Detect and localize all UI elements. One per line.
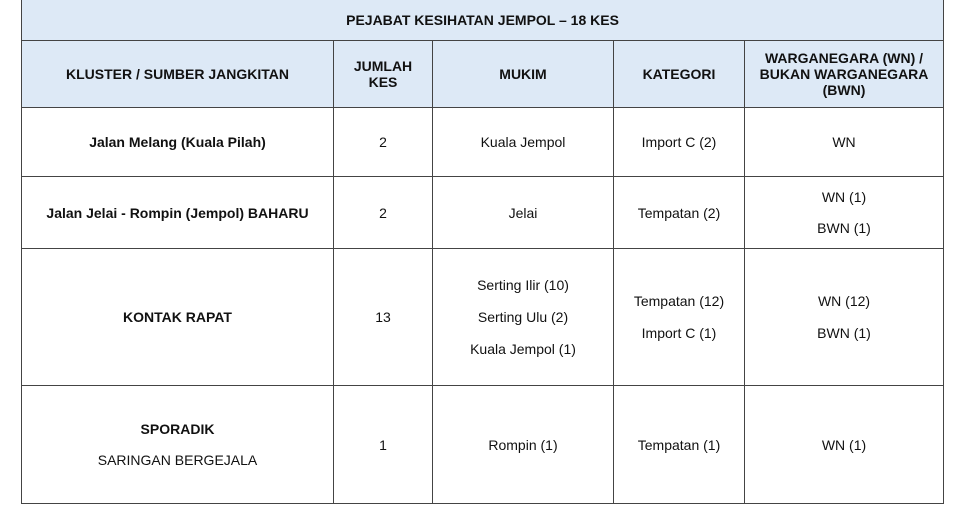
- cell-jumlah: 1: [334, 386, 433, 504]
- header-wn-line3: (BWN): [822, 82, 866, 98]
- wn-item: WN (1): [821, 189, 867, 205]
- case-table-container: [21, 0, 943, 504]
- table-title: PEJABAT KESIHATAN JEMPOL – 18 KES: [22, 0, 944, 41]
- cell-kluster: [22, 108, 334, 177]
- kluster-subname: SARINGAN BERGEJALA: [97, 452, 258, 468]
- kluster-name: Jalan Melang (Kuala Pilah): [89, 134, 266, 150]
- table-row: [22, 108, 944, 177]
- mukim-item: Serting Ulu (2): [477, 309, 569, 325]
- mukim-item: Jelai: [508, 204, 538, 221]
- cell-wn: [745, 177, 944, 249]
- cell-mukim: [433, 249, 614, 386]
- header-wn-line1: WARGANEGARA (WN) /: [764, 50, 924, 66]
- mukim-item: Kuala Jempol (1): [470, 341, 576, 357]
- cell-kategori: [614, 386, 745, 504]
- table-row: [22, 386, 944, 504]
- kluster-name: Jalan Jelai - Rompin (Jempol) BAHARU: [46, 204, 309, 221]
- cell-kategori: [614, 177, 745, 249]
- cell-kluster: [22, 177, 334, 249]
- kategori-item: Import C (2): [641, 134, 717, 150]
- table-row: [22, 249, 944, 386]
- wn-item: WN: [832, 134, 856, 150]
- cell-kategori: [614, 108, 745, 177]
- wn-item: BWN (1): [817, 220, 871, 236]
- mukim-item: Rompin (1): [488, 436, 558, 453]
- mukim-item: Kuala Jempol: [480, 134, 566, 150]
- cell-jumlah: 2: [334, 177, 433, 249]
- cell-kluster: [22, 249, 334, 386]
- header-kluster: KLUSTER / SUMBER JANGKITAN: [22, 41, 334, 108]
- wn-item: BWN (1): [817, 325, 871, 341]
- kategori-item: Import C (1): [641, 325, 717, 341]
- wn-item: WN (1): [821, 436, 867, 453]
- cell-kategori: [614, 249, 745, 386]
- kluster-name: KONTAK RAPAT: [123, 309, 232, 325]
- mukim-item: Serting Ilir (10): [477, 277, 569, 293]
- header-wn: [745, 41, 944, 108]
- cell-mukim: [433, 177, 614, 249]
- header-row: [22, 41, 944, 108]
- cell-mukim: [433, 108, 614, 177]
- cell-wn: [745, 108, 944, 177]
- cell-jumlah: 2: [334, 108, 433, 177]
- header-kategori: KATEGORI: [614, 41, 745, 108]
- cell-mukim: [433, 386, 614, 504]
- header-mukim: MUKIM: [433, 41, 614, 108]
- kategori-item: Tempatan (1): [637, 436, 721, 453]
- header-wn-line2: BUKAN WARGANEGARA: [759, 66, 929, 82]
- case-table: [21, 0, 944, 504]
- cell-wn: [745, 249, 944, 386]
- title-row: [22, 0, 944, 41]
- kategori-item: Tempatan (2): [637, 204, 721, 221]
- header-jumlah-line1: JUMLAH: [353, 58, 413, 74]
- cell-kluster: [22, 386, 334, 504]
- cell-wn: [745, 386, 944, 504]
- header-jumlah-line2: KES: [368, 74, 398, 90]
- table-row: [22, 177, 944, 249]
- kategori-item: Tempatan (12): [633, 293, 725, 309]
- kluster-name: SPORADIK: [140, 421, 215, 437]
- header-jumlah: [334, 41, 433, 108]
- cell-jumlah: 13: [334, 249, 433, 386]
- wn-item: WN (12): [817, 293, 871, 309]
